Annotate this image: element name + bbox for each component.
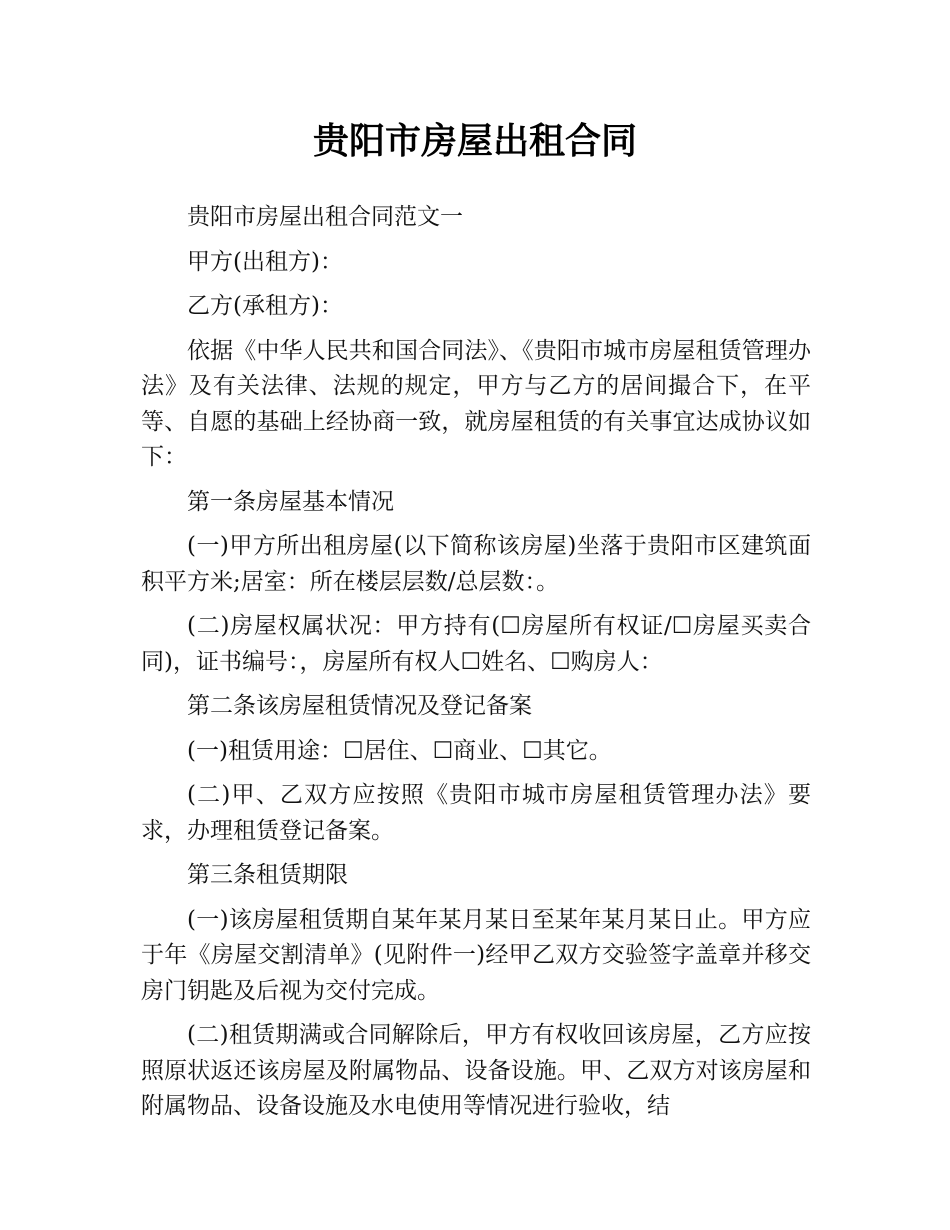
- paragraph-article-1-item-2: (二)房屋权属状况：甲方持有(☐房屋所有权证/☐房屋买卖合同)，证书编号：，房屋所有权人☐姓名、☐购房人：: [141, 613, 811, 675]
- paragraph-party-a: 甲方(出租方)：: [187, 248, 343, 275]
- paragraph-article-2-item-1: (一)租赁用途：☐居住、☐商业、☐其它。: [187, 737, 612, 764]
- paragraph-article-2-item-2: (二)甲、乙双方应按照《贵阳市城市房屋租赁管理办法》要求，办理租赁登记备案。: [141, 782, 811, 844]
- paragraph-subtitle: 贵阳市房屋出租合同范文一: [187, 204, 463, 230]
- paragraph-article-2-heading: 第二条该房屋租赁情况及登记备案: [187, 693, 532, 719]
- paragraph-article-3-item-1: (一)该房屋租赁期自某年某月某日至某年某月某日止。甲方应于年《房屋交割清单》(见附件一)经甲乙双方交验签字盖章并移交房门钥匙及后视为交付完成。: [141, 906, 811, 1004]
- document-body: [141, 200, 811, 1134]
- paragraph-article-3-item-2: (二)租赁期满或合同解除后，甲方有权收回该房屋，乙方应按照原状返还该房屋及附属物品、设备设施。甲、乙双方对该房屋和附属物品、设备设施及水电使用等情况进行验收，结: [141, 1022, 811, 1119]
- paragraph-article-1-heading: 第一条房屋基本情况: [187, 488, 394, 515]
- paragraph-article-3-heading: 第三条租赁期限: [187, 862, 348, 888]
- paragraph-party-b: 乙方(承租方)：: [187, 293, 343, 319]
- paragraph-preamble: 依据《中华人民共和国合同法》、《贵阳市城市房屋租赁管理办法》及有关法律、法规的规定，甲方与乙方的居间撮合下，在平等、自愿的基础上经协商一致，就房屋租赁的有关事宜达成协议如下：: [141, 337, 811, 470]
- document-title: 贵阳市房屋出租合同: [312, 121, 637, 162]
- paragraph-article-1-item-1: (一)甲方所出租房屋(以下简称该房屋)坐落于贵阳市区建筑面积平方米;居室：所在楼层层数/总层数：。: [141, 533, 811, 595]
